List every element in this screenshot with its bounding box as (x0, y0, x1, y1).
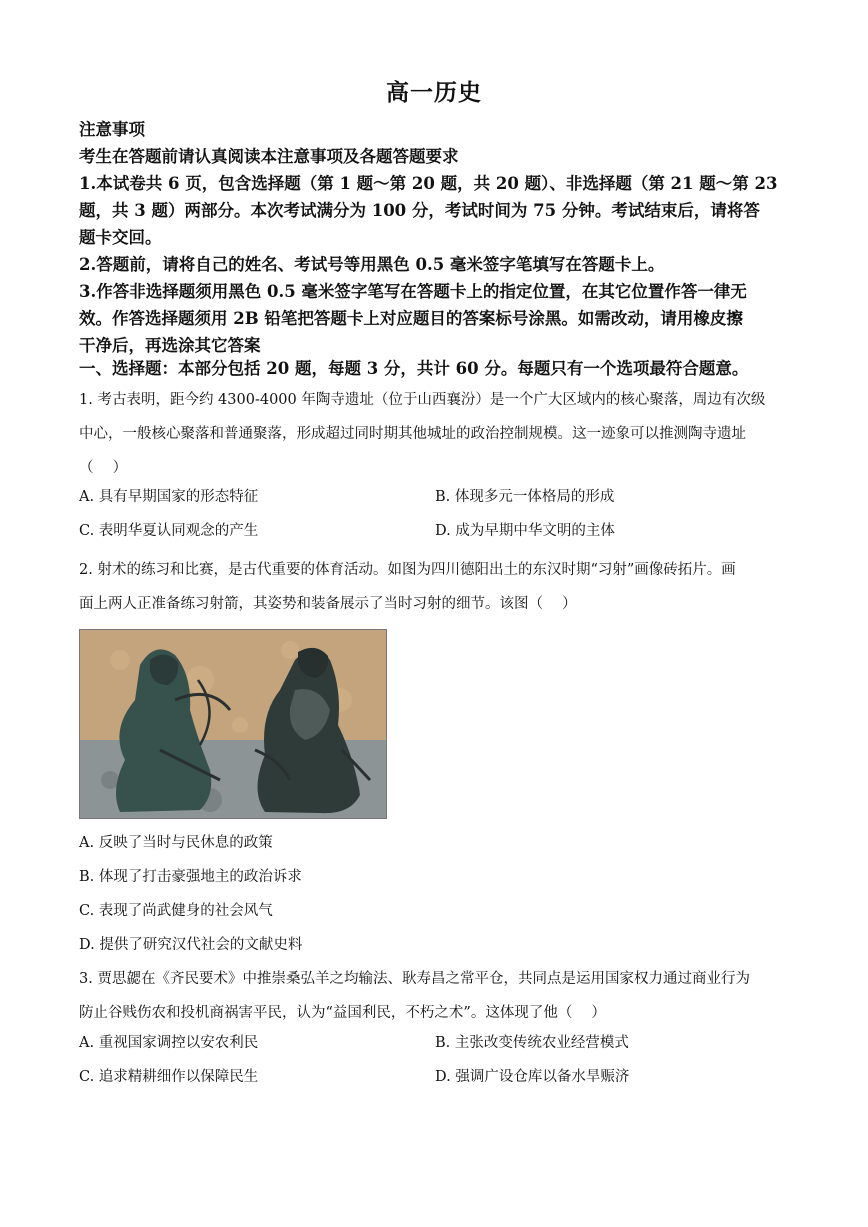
notes-item-2: 2.答题前，请将自己的姓名、考试号等用黑色 0.5 毫米签字笔填写在答题卡上。 (79, 255, 665, 274)
question-1-line-2: 中心，一般核心聚落和普通聚落，形成超过同时期其他城址的政治控制规模。这一迹象可以推测陶寺遗址 (79, 426, 746, 442)
notes-block (79, 116, 791, 359)
question-1-line-1: 1. 考古表明，距今约 4300-4000 年陶寺遗址（位于山西襄汾）是一个广大区域内的核心聚落，周边有次级 (79, 392, 766, 408)
section-heading: 一、选择题：本部分包括 20 题，每题 3 分，共计 60 分。每题只有一个选项最符合题意。 (79, 359, 749, 378)
question-3-option-d[interactable]: D. 强调广设仓库以备水旱赈济 (435, 1069, 630, 1085)
notes-item-1-line-3: 题卡交回。 (79, 228, 162, 247)
question-1-option-a[interactable]: A. 具有早期国家的形态特征 (79, 489, 259, 505)
notes-item-1-line-1: 1.本试卷共 6 页，包含选择题（第 1 题～第 20 题，共 20 题）、非选择题（第 21 题～第 23 (79, 174, 778, 193)
question-3-line-1: 3. 贾思勰在《齐民要术》中推崇桑弘羊之均输法、耿寿昌之常平仓，共同点是运用国家权力通过商业行为 (79, 971, 750, 987)
question-3-option-c[interactable]: C. 追求精耕细作以保障民生 (79, 1069, 259, 1085)
question-1-option-c[interactable]: C. 表明华夏认同观念的产生 (79, 523, 259, 539)
question-2-stem (79, 553, 791, 621)
notes-item-1-line-2: 题，共 3 题）两部分。本次考试满分为 100 分，考试时间为 75 分钟。考试结束后，请将答 (79, 201, 760, 220)
question-2-option-a[interactable]: A. 反映了当时与民休息的政策 (79, 835, 273, 851)
notes-item-3-line-3: 干净后，再选涂其它答案 (79, 336, 261, 355)
notes-intro: 考生在答题前请认真阅读本注意事项及各题答题要求 (79, 147, 459, 166)
question-2-option-d[interactable]: D. 提供了研究汉代社会的文献史料 (79, 937, 303, 953)
question-3-line-2: 防止谷贱伤农和投机商祸害平民，认为“益国利民，不朽之术”。这体现了他（ ） (79, 1005, 606, 1021)
notes-item-3-line-2: 效。作答选择题须用 2B 铅笔把答题卡上对应题目的答案标号涂黑。如需改动，请用橡皮擦 (79, 309, 743, 328)
question-1-line-3: （ ） (79, 460, 128, 476)
brick-rubbing-picture (80, 630, 386, 818)
question-3-option-a[interactable]: A. 重视国家调控以安农利民 (79, 1035, 259, 1051)
question-2-options (79, 826, 302, 962)
question-3-option-b[interactable]: B. 主张改变传统农业经营模式 (435, 1035, 629, 1051)
question-3-stem (79, 962, 791, 1030)
question-1-stem (79, 383, 791, 485)
question-2-option-b[interactable]: B. 体现了打击豪强地主的政治诉求 (79, 869, 302, 885)
question-2-option-c[interactable]: C. 表现了尚武健身的社会风气 (79, 903, 273, 919)
question-1-option-d[interactable]: D. 成为早期中华文明的主体 (435, 523, 615, 539)
question-2-line-2: 面上两人正准备练习射箭，其姿势和装备展示了当时习射的细节。该图（ ） (79, 596, 577, 612)
question-1-option-b[interactable]: B. 体现多元一体格局的形成 (435, 489, 615, 505)
page-title: 高一历史 (386, 79, 482, 106)
notes-item-3-line-1: 3.作答非选择题须用黑色 0.5 毫米签字笔写在答题卡上的指定位置，在其它位置作答一律无 (79, 282, 747, 301)
archery-brick-rubbing-image (79, 629, 387, 819)
notes-heading: 注意事项 (79, 120, 145, 139)
question-2-line-1: 2. 射术的练习和比赛，是古代重要的体育活动。如图为四川德阳出土的东汉时期“习射”画像砖拓片。画 (79, 562, 736, 578)
